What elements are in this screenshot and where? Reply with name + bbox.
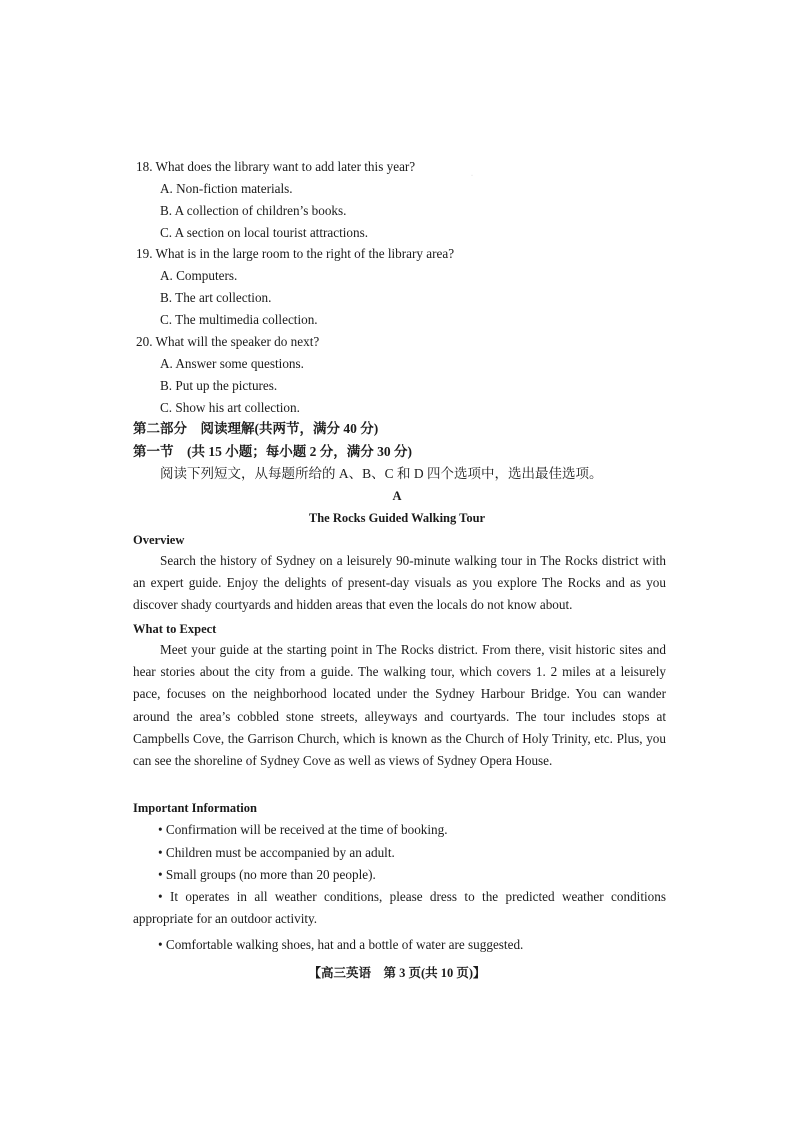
question-19-option-c: C. The multimedia collection. bbox=[160, 312, 318, 327]
passage-letter: A bbox=[392, 489, 402, 503]
info-item-weather: • It operates in all weather conditions, please dress to the predicted weather conditions appropriate for an outdoor activity. bbox=[133, 889, 666, 927]
info-heading: Important Information bbox=[133, 801, 257, 815]
info-item-booking: • Confirmation will be received at the time of booking. bbox=[158, 822, 448, 837]
question-20-option-b: B. Put up the pictures. bbox=[160, 378, 278, 393]
part-two-title: 第二部分 阅读理解(共两节，满分 40 分) bbox=[133, 421, 379, 436]
question-18-option-c: C. A section on local tourist attractions. bbox=[160, 225, 369, 240]
question-19-option-b: B. The art collection. bbox=[160, 290, 272, 305]
question-18: 18. What does the library want to add later this year? bbox=[136, 159, 416, 174]
question-19: 19. What is in the large room to the right of the library area? bbox=[136, 246, 455, 261]
reading-instructions: 阅读下列短文，从每题所给的 A、B、C 和 D 四个选项中，选出最佳选项。 bbox=[160, 466, 603, 481]
page-footer: 【高三英语 第 3 页(共 10 页)】 bbox=[308, 966, 486, 980]
overview-paragraph: Search the history of Sydney on a leisurely 90-minute walking tour in The Rocks district with an expert guide. Enjoy the delights of present-day visuals as you explore The Rocks and as you discover shady courtyards and hidden areas that even the locals do not know about. bbox=[133, 553, 666, 613]
question-20: 20. What will the speaker do next? bbox=[136, 334, 320, 349]
info-item-group-size: • Small groups (no more than 20 people). bbox=[158, 867, 376, 882]
info-item-gear: • Comfortable walking shoes, hat and a bottle of water are suggested. bbox=[158, 937, 524, 952]
overview-heading: Overview bbox=[133, 533, 185, 547]
show-through-mark: · bbox=[470, 168, 474, 182]
question-18-option-b: B. A collection of children’s books. bbox=[160, 203, 347, 218]
expect-paragraph: Meet your guide at the starting point in The Rocks district. From there, visit historic sites and hear stories about the city from a guide. The walking tour, which covers 1. 2 miles at a leisurely pace, focuses on the neighborhood located under the Sydney Harbour Bridge. You can wander around the area’s cobbled stone streets, alleyways and courtyards. The tour includes stops at Campbells Cove, the Garrison Church, which is known as the Church of Holy Trinity, etc. Plus, you can see the shoreline of Sydney Cove as well as views of Sydney Opera House. bbox=[133, 642, 666, 769]
question-20-option-a: A. Answer some questions. bbox=[160, 356, 304, 371]
question-19-option-a: A. Computers. bbox=[160, 268, 238, 283]
section-one-title: 第一节 (共 15 小题；每小题 2 分，满分 30 分) bbox=[133, 444, 412, 459]
info-item-children: • Children must be accompanied by an adult. bbox=[158, 845, 395, 860]
question-20-option-c: C. Show his art collection. bbox=[160, 400, 300, 415]
expect-heading: What to Expect bbox=[133, 622, 217, 636]
passage-title: The Rocks Guided Walking Tour bbox=[308, 511, 486, 525]
question-18-option-a: A. Non-fiction materials. bbox=[160, 181, 293, 196]
